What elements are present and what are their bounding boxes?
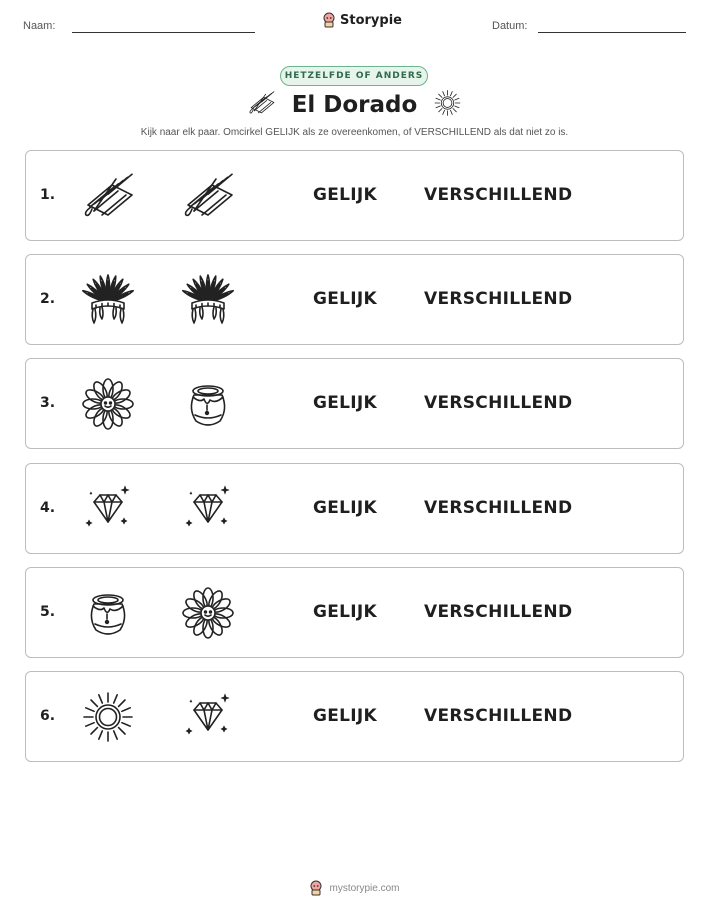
diamond-icon — [180, 484, 236, 534]
storypie-mascot-icon — [322, 12, 336, 28]
question-row-6 — [25, 671, 684, 762]
different-option[interactable]: VERSCHILLEND — [424, 393, 573, 413]
left-picture — [80, 484, 136, 534]
question-row-2 — [25, 254, 684, 345]
right-picture — [180, 692, 236, 742]
pot-icon — [180, 379, 236, 429]
storypie-mascot-icon — [309, 880, 323, 896]
left-picture — [80, 171, 136, 221]
right-picture — [180, 484, 236, 534]
left-picture — [80, 275, 136, 325]
date-field[interactable] — [538, 32, 686, 33]
same-option[interactable]: GELIJK — [313, 498, 378, 518]
raft-icon — [80, 171, 136, 221]
brand-name: Storypie — [340, 12, 402, 28]
footer — [0, 880, 709, 896]
different-option[interactable]: VERSCHILLEND — [424, 498, 573, 518]
left-picture — [80, 379, 136, 429]
title-row — [0, 90, 709, 120]
headdress-icon — [80, 275, 136, 325]
different-option[interactable]: VERSCHILLEND — [424, 706, 573, 726]
instructions: Kijk naar elk paar. Omcirkel GELIJK als ze overeenkomen, of VERSCHILLEND als dat niet zo is. — [140, 127, 569, 138]
raft-icon — [247, 90, 276, 116]
page-title: El Dorado — [291, 92, 418, 118]
sun-icon — [433, 90, 462, 120]
footer-url: mystorypie.com — [329, 882, 400, 894]
question-row-3 — [25, 358, 684, 449]
same-option[interactable]: GELIJK — [313, 185, 378, 205]
same-option[interactable]: GELIJK — [313, 393, 378, 413]
flower-icon — [180, 588, 236, 638]
question-number: 1. — [40, 187, 56, 203]
different-option[interactable]: VERSCHILLEND — [424, 602, 573, 622]
sun-icon — [80, 692, 136, 742]
left-picture — [80, 588, 136, 638]
name-label: Naam: — [23, 20, 56, 32]
category-badge: HETZELFDE OF ANDERS — [280, 66, 428, 86]
question-row-5 — [25, 567, 684, 658]
right-picture — [180, 275, 236, 325]
raft-icon — [247, 90, 276, 120]
question-number: 6. — [40, 708, 56, 724]
right-picture — [180, 379, 236, 429]
different-option[interactable]: VERSCHILLEND — [424, 185, 573, 205]
brand-logo — [322, 12, 402, 28]
question-number: 5. — [40, 604, 56, 620]
sun-icon — [433, 90, 462, 116]
different-option[interactable]: VERSCHILLEND — [424, 289, 573, 309]
diamond-icon — [180, 692, 236, 742]
question-number: 2. — [40, 291, 56, 307]
right-picture — [180, 588, 236, 638]
question-row-4 — [25, 463, 684, 554]
question-number: 4. — [40, 500, 56, 516]
same-option[interactable]: GELIJK — [313, 602, 378, 622]
headdress-icon — [180, 275, 236, 325]
raft-icon — [180, 171, 236, 221]
left-picture — [80, 692, 136, 742]
question-number: 3. — [40, 395, 56, 411]
pot-icon — [80, 588, 136, 638]
diamond-icon — [80, 484, 136, 534]
flower-icon — [80, 379, 136, 429]
date-label: Datum: — [492, 20, 528, 32]
right-picture — [180, 171, 236, 221]
same-option[interactable]: GELIJK — [313, 706, 378, 726]
same-option[interactable]: GELIJK — [313, 289, 378, 309]
question-row-1 — [25, 150, 684, 241]
name-field[interactable] — [72, 32, 255, 33]
